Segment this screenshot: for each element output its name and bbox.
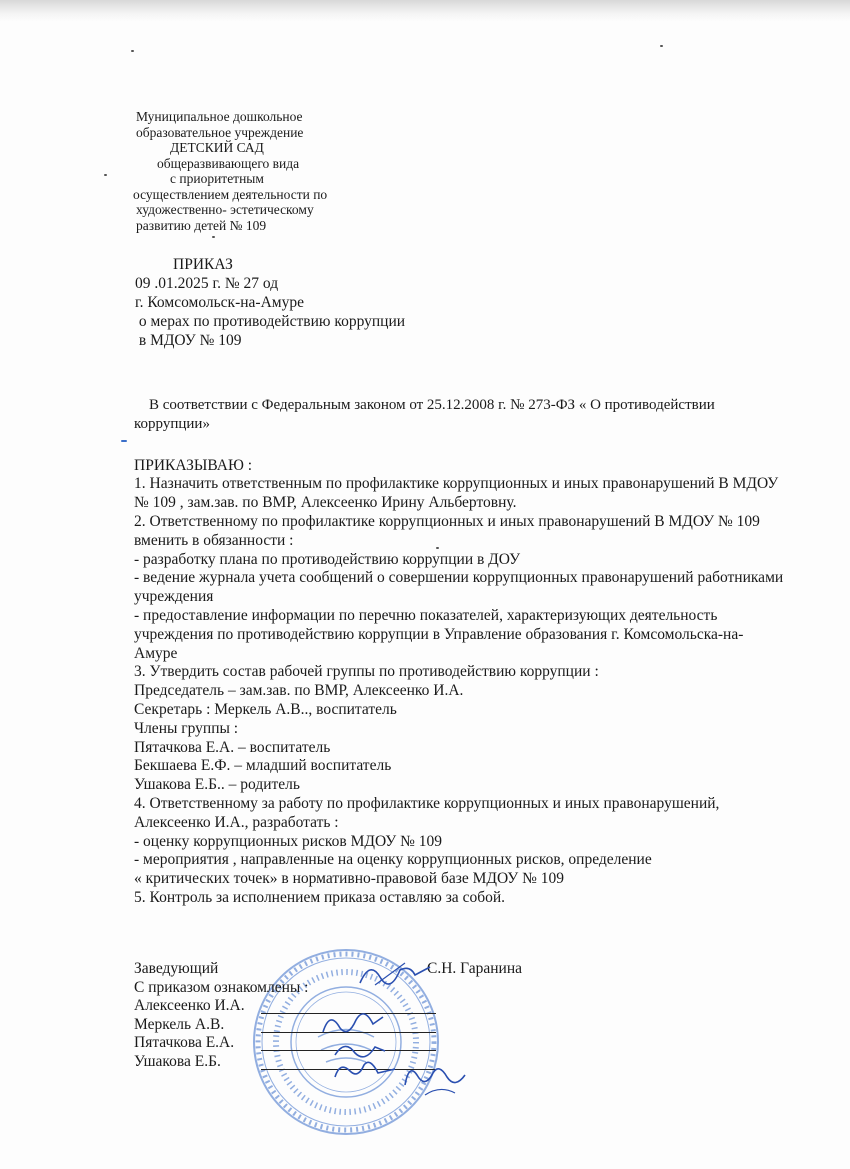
preamble: В соответствии с Федеральным законом от 25.12.2008 г. № 273-ФЗ « О противодействии коррупции» [134, 397, 715, 432]
group-label: Члены группы : [134, 719, 239, 737]
order-item: 5. Контроль за исполнением приказа оставляю за собой. [134, 888, 506, 906]
order-subject: в МДОУ № 109 [135, 332, 242, 349]
order-subitem: - предоставление информации по перечню показателей, характеризующих деятельность учреждения по противодействию коррупции в Управление образования г. Комсомольска-на-Амуре [134, 606, 744, 662]
header-line: Муниципальное дошкольное [136, 109, 303, 124]
order-item: 1. Назначить ответственным по профилактике коррупционных и иных правонарушений В МДОУ № 109 , зам.зав. по ВМР, Алексеенко Ирину Альбертовну. [134, 475, 779, 512]
order-subject: о мерах по противодействию коррупции [135, 313, 406, 330]
order-item: 4. Ответственному за работу по профилактике коррупционных и иных правонарушений, Алексеенко И.А., разработать : [134, 794, 720, 831]
order-subitem: - мероприятия , направленные на оценку коррупционных рисков, определение [134, 851, 652, 869]
scan-speck [104, 174, 107, 176]
group-member: Председатель – зам.зав. по ВМР, Алексеенко И.А. [134, 682, 464, 700]
header-line: общеразвивающего вида [157, 155, 300, 171]
header-line: осуществлением деятельности по [133, 186, 328, 202]
head-name: С.Н. Гаранина [427, 960, 523, 977]
acquainted-row [134, 979, 308, 998]
order-subitem: - ведение журнала учета сообщений о совершении коррупционных правонарушений работниками учреждения [134, 569, 784, 606]
ack-row [134, 1034, 308, 1053]
ack-row [134, 1016, 308, 1035]
order-item: 2. Ответственному по профилактике коррупционных и иных правонарушений В МДОУ № 109 вменить в обязанности : [134, 512, 760, 549]
ack-name: Алексеенко И.А. [134, 997, 245, 1014]
order-body [134, 396, 786, 908]
ack-row [134, 997, 308, 1016]
acquainted-label: С приказом ознакомлены : [134, 978, 309, 996]
scan-speck [131, 50, 134, 52]
head-signature-row [134, 960, 523, 979]
group-member: Бекшаева Е.Ф. – младший воспитатель [134, 757, 392, 775]
group-member: Ушакова Е.Б.. – родитель [134, 776, 300, 794]
ack-name: Пятачкова Е.А. [134, 1034, 235, 1051]
head-signature [355, 955, 435, 995]
order-title: ПРИКАЗ [173, 256, 233, 273]
group-member: Пятачкова Е.А. – воспитатель [134, 738, 331, 756]
header-line: с приоритетным [170, 171, 264, 186]
handwritten-signature [330, 1055, 400, 1085]
order-subitem: - разработку плана по противодействию коррупции в ДОУ [134, 550, 521, 568]
order-word: ПРИКАЗЫВАЮ : [134, 456, 253, 474]
header-line: ДЕТСКИЙ САД [170, 140, 264, 155]
order-heading [135, 255, 405, 350]
ack-name: Меркель А.В. [134, 1015, 225, 1033]
head-title: Заведующий [134, 960, 219, 977]
scan-speck [212, 236, 215, 238]
ack-row [134, 1053, 308, 1072]
header-line: образовательное учреждение [136, 124, 304, 140]
order-city: г. Комсомольск-на-Амуре [135, 294, 304, 311]
scan-speck [121, 440, 127, 442]
order-item: 3. Утвердить состав рабочей группы по противодействию коррупции : [134, 663, 599, 681]
handwritten-signature [395, 1055, 475, 1100]
ack-name: Ушакова Е.Б. [134, 1052, 221, 1070]
scan-speck [660, 45, 663, 47]
scan-edge-shadow [0, 0, 850, 22]
header-line: развитию детей № 109 [136, 217, 267, 233]
order-subitem: - оценку коррупционных рисков МДОУ № 109 [134, 832, 443, 850]
institution-header [133, 109, 366, 233]
header-line: художественно- эстетическому [136, 202, 314, 217]
signatures-block [134, 960, 523, 1071]
order-date-number: 09 .01.2025 г. № 27 од [135, 275, 279, 292]
order-subitem: « критических точек» в нормативно-правовой базе МДОУ № 109 [134, 870, 565, 888]
group-member: Секретарь : Меркель А.В.., воспитатель [134, 700, 397, 718]
